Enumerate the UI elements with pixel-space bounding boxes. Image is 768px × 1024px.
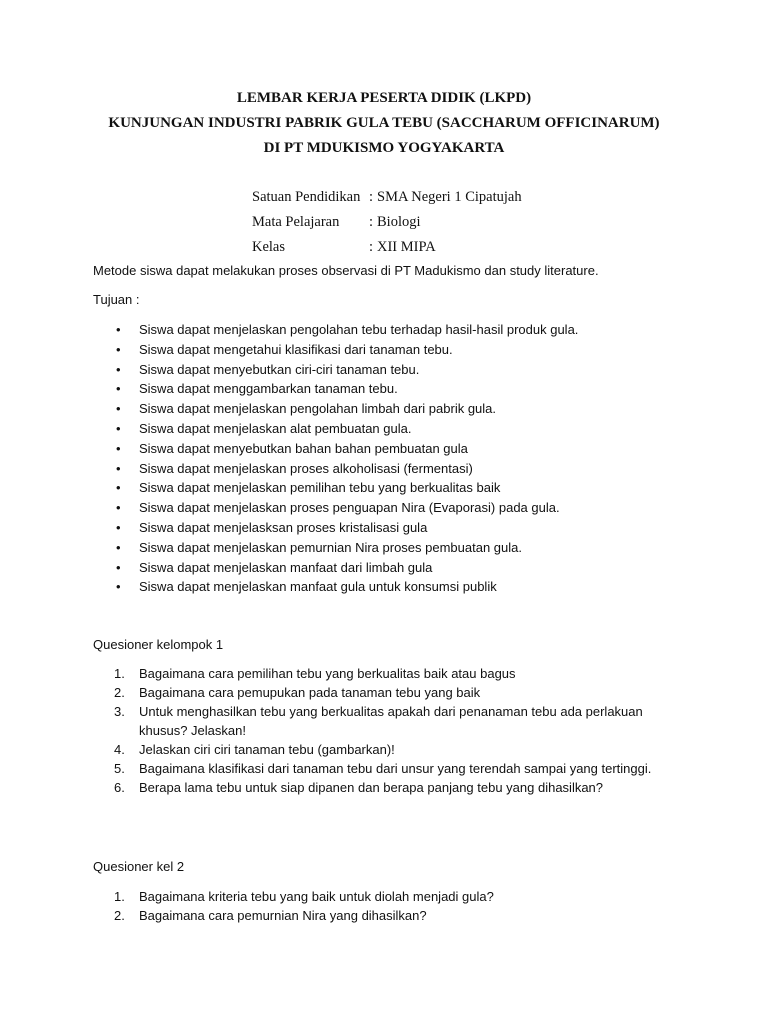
list-item-text: Siswa dapat menjelaskan pemilihan tebu yang berkualitas baik [139,480,501,496]
list-item-text: Siswa dapat menggambarkan tanaman tebu. [139,381,398,397]
question-number: 5. [114,760,125,776]
list-item [93,379,578,399]
question-text: Untuk menghasilkan tebu yang berkualitas apakah dari penanaman tebu ada perlakuan khusus? Jelaskan! [139,704,643,738]
bullet-icon: • [116,559,121,575]
list-item-text: Siswa dapat menjelasksan proses kristalisasi gula [139,519,428,535]
tujuan-list [93,320,578,597]
list-item [93,320,578,340]
question-item [93,665,673,684]
meta-label: Kelas [252,239,286,255]
question-text: Bagaimana cara pemupukan pada tanaman tebu yang baik [139,685,481,700]
list-item-text: Siswa dapat menjelaskan pemurnian Nira proses pembuatan gula. [139,539,522,555]
question-text: Bagaimana cara pemilihan tebu yang berkualitas baik atau bagus [139,666,516,681]
bullet-icon: • [116,420,121,436]
list-item [93,439,578,459]
meta-label: Satuan Pendidikan [252,189,361,205]
list-item [93,518,578,538]
question-number: 2. [114,908,125,923]
kelompok1-heading: Quesioner kelompok 1 [93,637,224,652]
question-item [93,684,673,703]
title-line-3: DI PT MDUKISMO YOGYAKARTA [263,140,505,156]
bullet-icon: • [116,322,121,337]
kelompok2-heading: Quesioner kel 2 [93,859,185,874]
list-item [93,478,578,498]
list-item-text: Siswa dapat menjelaskan proses alkoholisasi (fermentasi) [139,460,473,476]
list-item-text: Siswa dapat menjelaskan pengolahan limbah dari pabrik gula. [139,401,497,417]
question-text: Jelaskan ciri ciri tanaman tebu (gambarkan)! [139,741,395,757]
list-item-text: Siswa dapat menjelaskan manfaat dari limbah gula [139,559,433,575]
meta-row-class: Kelas : XII MIPA [252,235,522,260]
bullet-icon: • [116,381,121,397]
bullet-icon: • [116,519,121,535]
question-text: Bagaimana klasifikasi dari tanaman tebu dari unsur yang terendah sampai yang tertinggi. [139,760,652,776]
bullet-icon: • [116,539,121,555]
question-number: 6. [114,779,125,795]
question-number: 4. [114,741,125,757]
question-number: 1. [114,666,125,681]
list-item [93,360,578,380]
question-item [93,741,673,760]
list-item-text: Siswa dapat menjelaskan proses penguapan Nira (Evaporasi) pada gula. [139,500,560,516]
list-item [93,419,578,439]
identity-block [252,185,522,260]
question-item [93,703,673,740]
title-line-2: KUNJUNGAN INDUSTRI PABRIK GULA TEBU (SACCHARUM OFFICINARUM) [108,115,660,131]
bullet-icon: • [116,460,121,476]
question-number: 1. [114,889,125,904]
tujuan-heading: Tujuan : [93,292,140,307]
question-item [93,779,673,798]
list-item [93,538,578,558]
question-item [93,760,673,779]
question-text: Berapa lama tebu untuk siap dipanen dan berapa panjang tebu yang dihasilkan? [139,779,604,795]
list-item-text: Siswa dapat menyebutkan bahan bahan pembuatan gula [139,440,468,456]
list-item [93,399,578,419]
question-item [93,888,673,907]
meta-label: Mata Pelajaran [252,214,340,230]
title-line-1: LEMBAR KERJA PESERTA DIDIK (LKPD) [236,90,532,106]
meta-value: XII MIPA [377,239,436,255]
kelompok2-list [93,888,673,926]
bullet-icon: • [116,579,121,595]
question-item [93,907,673,926]
meta-row-school: Satuan Pendidikan : SMA Negeri 1 Cipatujah [252,185,522,210]
bullet-icon: • [116,341,121,357]
bullet-icon: • [116,401,121,417]
list-item [93,577,578,597]
bullet-icon: • [116,500,121,516]
list-item [93,498,578,518]
document-title [0,86,768,161]
list-item [93,558,578,578]
kelompok1-list [93,665,673,798]
question-number: 3. [114,704,125,719]
question-text: Bagaimana cara pemurnian Nira yang dihasilkan? [139,908,427,923]
list-item-text: Siswa dapat menjelaskan alat pembuatan gula. [139,420,412,436]
bullet-icon: • [116,480,121,496]
list-item-text: Siswa dapat menjelaskan manfaat gula untuk konsumsi publik [139,579,497,595]
meta-row-subject: Mata Pelajaran : Biologi [252,210,522,235]
question-text: Bagaimana kriteria tebu yang baik untuk diolah menjadi gula? [139,889,494,904]
bullet-icon: • [116,440,121,456]
question-number: 2. [114,685,125,700]
meta-value: SMA Negeri 1 Cipatujah [377,189,522,205]
list-item-text: Siswa dapat menjelaskan pengolahan tebu terhadap hasil-hasil produk gula. [139,322,579,337]
bullet-icon: • [116,361,121,377]
list-item [93,459,578,479]
list-item-text: Siswa dapat menyebutkan ciri-ciri tanaman tebu. [139,361,420,377]
list-item [93,340,578,360]
list-item-text: Siswa dapat mengetahui klasifikasi dari tanaman tebu. [139,341,453,357]
metode-paragraph: Metode siswa dapat melakukan proses observasi di PT Madukismo dan study literature. [93,263,599,278]
meta-value: Biologi [377,214,421,230]
